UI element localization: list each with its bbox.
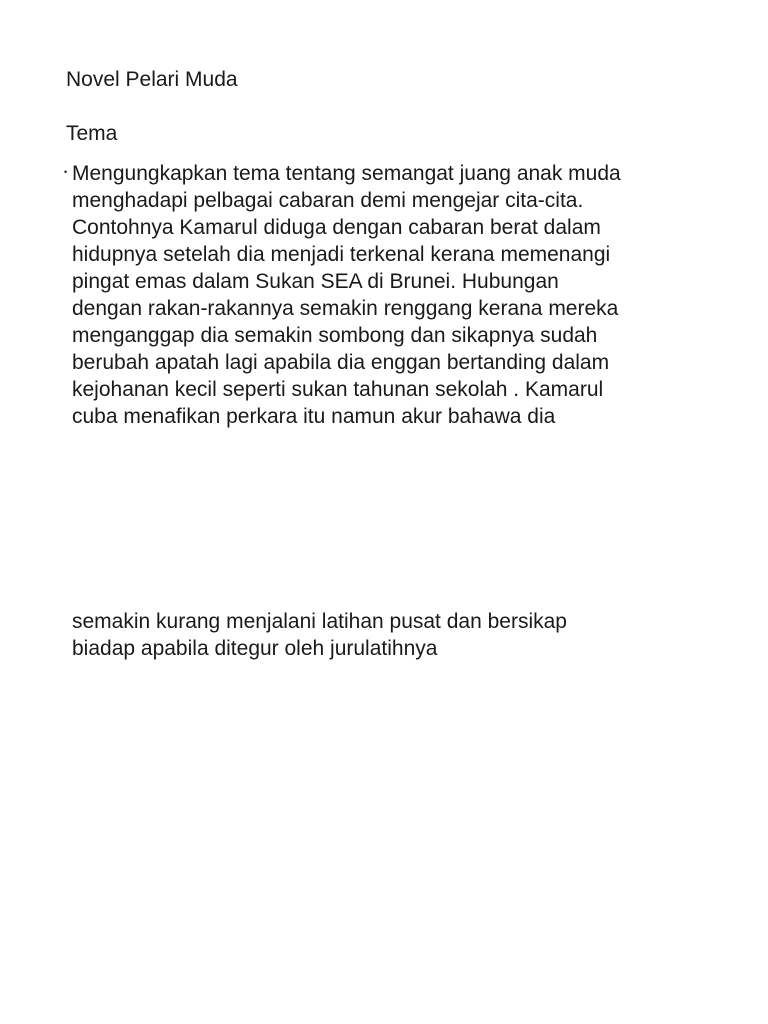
paragraph-continuation <box>72 608 712 662</box>
paragraph-line: semakin kurang menjalani latihan pusat dan bersikap <box>72 610 567 633</box>
paragraph-line: Contohnya Kamarul diduga dengan cabaran berat dalam <box>72 216 601 239</box>
paragraph-line: biadap apabila ditegur oleh jurulatihnya <box>72 637 438 660</box>
paragraph-line: Mengungkapkan tema tentang semangat juang anak muda <box>72 162 621 185</box>
document-title: Novel Pelari Muda <box>66 68 238 91</box>
paragraph-line: hidupnya setelah dia menjadi terkenal kerana memenangi <box>72 243 611 266</box>
paragraph-main <box>72 160 712 430</box>
paragraph-line: cuba menafikan perkara itu namun akur bahawa dia <box>72 405 556 428</box>
paragraph-line: dengan rakan-rakannya semakin renggang kerana mereka <box>72 297 619 320</box>
section-heading: Tema <box>66 122 118 145</box>
paragraph-line: menganggap dia semakin sombong dan sikapnya sudah <box>72 324 598 347</box>
bullet-marker: • <box>64 167 68 177</box>
paragraph-line: pingat emas dalam Sukan SEA di Brunei. Hubungan <box>72 270 559 293</box>
paragraph-line: kejohanan kecil seperti sukan tahunan sekolah . Kamarul <box>72 378 604 401</box>
paragraph-line: berubah apatah lagi apabila dia enggan bertanding dalam <box>72 351 610 374</box>
paragraph-line: menghadapi pelbagai cabaran demi mengejar cita-cita. <box>72 189 584 212</box>
